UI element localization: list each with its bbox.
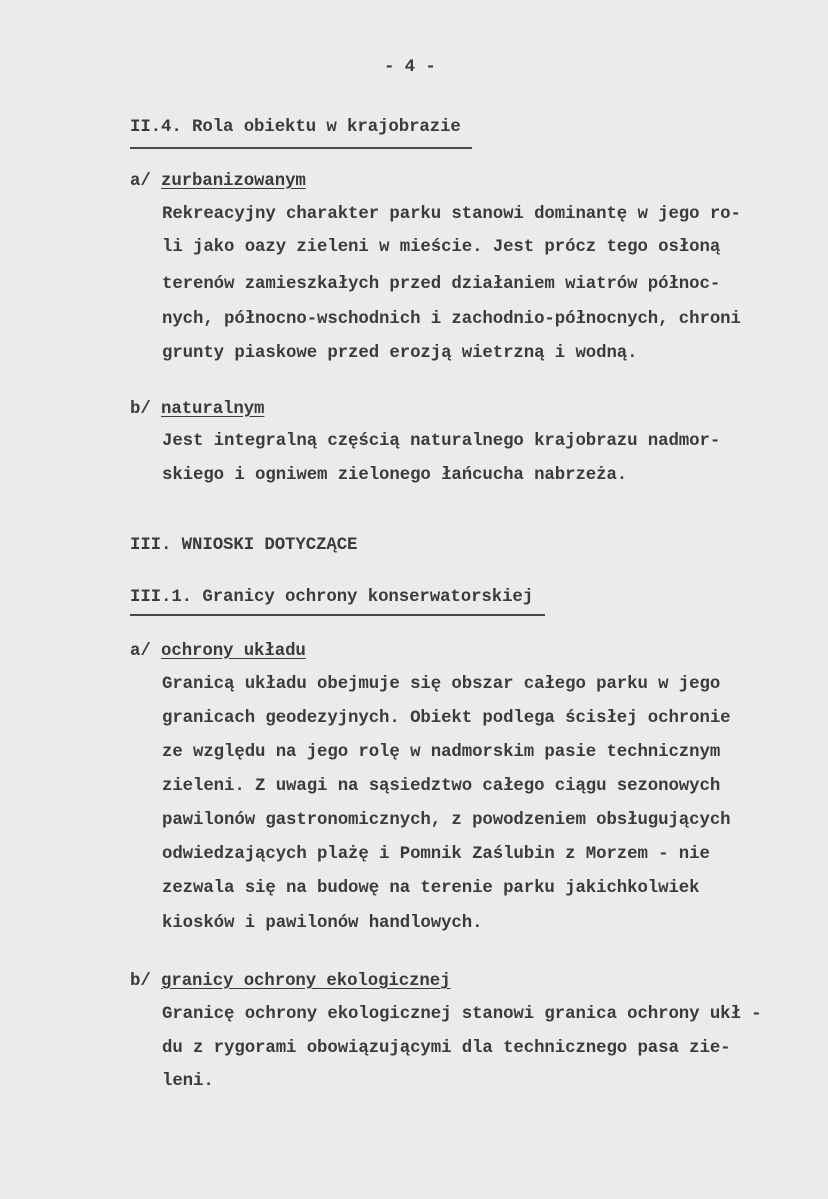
subsection-title: ochrony układu [161,642,306,661]
subsection-title: zurbanizowanym [161,172,306,191]
paragraph-line: leni. [162,1072,214,1091]
subsection-prefix: b/ [130,972,151,991]
subsection-prefix: a/ [130,172,151,191]
subsection-b [130,972,450,992]
heading-underline [130,614,545,616]
paragraph-line: granicach geodezyjnych. Obiekt podlega ścisłej ochronie [162,709,731,728]
subsection-prefix: b/ [130,400,151,419]
paragraph-line: kiosków i pawilonów handlowych. [162,914,483,933]
section-heading-2-4: II.4. Rola obiektu w krajobrazie [130,118,461,137]
paragraph-line: odwiedzających plażę i Pomnik Zaślubin z Morzem - nie [162,845,710,864]
subsection-prefix: a/ [130,642,151,661]
paragraph-line: li jako oazy zieleni w mieście. Jest prócz tego osłoną [162,238,721,257]
paragraph-line: pawilonów gastronomicznych, z powodzeniem obsługujących [162,811,731,830]
paragraph-line: terenów zamieszkałych przed działaniem wiatrów północ- [162,275,721,294]
paragraph-line: du z rygorami obowiązującymi dla technicznego pasa zie- [162,1039,731,1058]
subsection-a [130,642,306,662]
section-heading-3-1: III.1. Granicy ochrony konserwatorskiej [130,588,534,607]
paragraph-line: Granicę ochrony ekologicznej stanowi granica ochrony ukł - [162,1005,762,1024]
page-number: - 4 - [384,58,436,77]
subsection-a [130,172,306,192]
paragraph-line: skiego i ogniwem zielonego łańcucha nabrzeża. [162,466,628,485]
subsection-title: naturalnym [161,400,265,419]
paragraph-line: Granicą układu obejmuje się obszar całego parku w jego [162,675,721,694]
subsection-title: granicy ochrony ekologicznej [161,972,451,991]
paragraph-line: Rekreacyjny charakter parku stanowi dominantę w jego ro- [162,205,741,224]
paragraph-line: Jest integralną częścią naturalnego krajobrazu nadmor- [162,432,721,451]
paragraph-line: nych, północno-wschodnich i zachodnio-północnych, chroni [162,310,741,329]
section-heading-3: III. WNIOSKI DOTYCZĄCE [130,536,358,555]
paragraph-line: grunty piaskowe przed erozją wietrzną i wodną. [162,344,638,363]
paragraph-line: zieleni. Z uwagi na sąsiedztwo całego ciągu sezonowych [162,777,721,796]
paragraph-line: zezwala się na budowę na terenie parku jakichkolwiek [162,879,700,898]
subsection-b [130,400,264,420]
paragraph-line: ze względu na jego rolę w nadmorskim pasie technicznym [162,743,721,762]
heading-underline [130,147,472,149]
